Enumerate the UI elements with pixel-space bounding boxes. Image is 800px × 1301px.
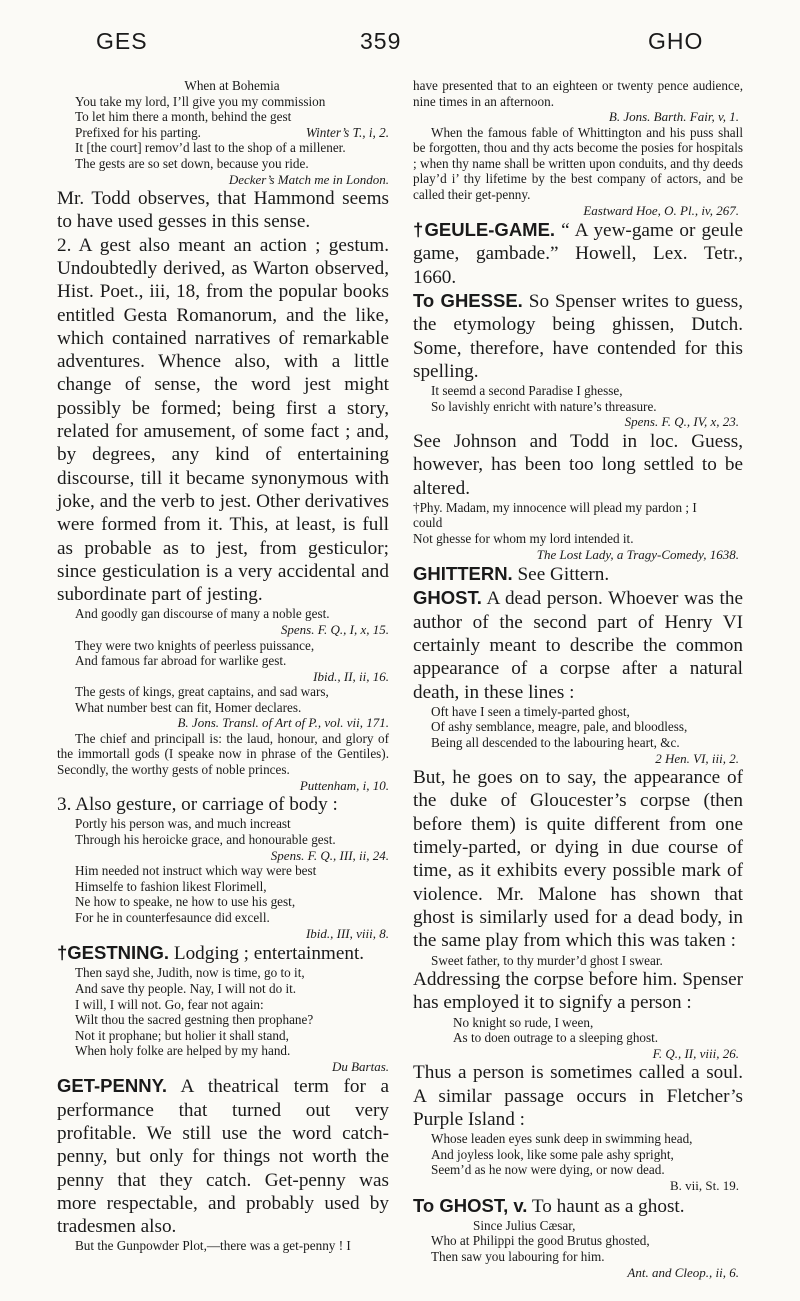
definition: Lodging ; entertainment. xyxy=(173,943,365,965)
citation: B. Jons. Transl. of Art of P., vol. vii, 171. xyxy=(177,715,389,731)
definition: So Spenser writes to guess, the etymology being ghissen, Dutch. Some, therefore, have contended for this spelling. xyxy=(413,291,743,382)
citation: Puttenham, i, 10. xyxy=(299,777,389,793)
quote-line: As to doen outrage to a sleeping ghost. xyxy=(453,1030,659,1046)
quote-line: Through his heroicke grace, and honourable gest. xyxy=(75,832,336,848)
paragraph-gest-action: 2. A gest also meant an action ; gestum. Undoubtedly derived, as Warton observed, Hist. Poet., iii, 18, from the popular books entitled Gesta Romanorum, and the like, which contained narratives of remarkable adventures. Whence also, with a little change of sense, the word jest might possibly be formed; being first a story, related for amusement, of some fact ; and, by degrees, any kind of entertaining discourse, till it became synonymous with joke, and the verb to jest. Other derivatives were formed from it. This, at least, is full as probable as to jest, from gesticulor; since gesticulation is a very accidental and subordinate part of jesting. xyxy=(57,234,389,606)
quote-spenser-1 xyxy=(57,606,389,622)
quote-line: Of ashy semblance, meagre, pale, and bloodless, xyxy=(431,719,688,735)
quote-line: They were two knights of peerless puissance, xyxy=(75,637,315,653)
quote-line: Him needed not instruct which way were best xyxy=(75,863,317,879)
header-right-guideword: GHO xyxy=(648,28,704,54)
citation: B. vii, St. 19. xyxy=(670,1178,739,1194)
citation: Du Bartas. xyxy=(331,1058,389,1074)
paragraph-gesture: 3. Also gesture, or carriage of body : xyxy=(57,794,338,816)
quote-henry-vi xyxy=(413,704,743,751)
quote-winters-tale xyxy=(57,78,389,172)
quote-line: Being all descended to the labouring heart, &c. xyxy=(431,735,680,751)
quote-line: You take my lord, I’ll give you my commission xyxy=(75,93,326,109)
quote-line: Himselfe to fashion likest Florimell, xyxy=(75,878,267,894)
quote-purple-island xyxy=(413,1131,743,1178)
paragraph-ghost-3: Addressing the corpse before him. Spenser has employed it to signify a person : xyxy=(413,969,743,1014)
definition: “ A yew-game or geule game, gambade.” Howell, Lex. Tetr., 1660. xyxy=(413,220,743,288)
citation: Spens. F. Q., III, ii, 24. xyxy=(270,847,389,863)
quote-line: So lavishly enricht with nature’s threasure. xyxy=(431,398,657,414)
quote-murderd-ghost xyxy=(413,953,743,969)
quote-line: Portly his person was, and much increast xyxy=(75,816,291,832)
quote-line: Oft have I seen a timely-parted ghost, xyxy=(431,703,630,719)
citation: F. Q., II, viii, 26. xyxy=(652,1045,739,1061)
paragraph-ghost-4: Thus a person is sometimes called a soul. A similar passage occurs in Fletcher’s Purple Island : xyxy=(413,1062,743,1130)
page-number: 359 xyxy=(360,28,402,54)
quote-spenser-3 xyxy=(57,816,389,847)
definition: See Gittern. xyxy=(517,564,610,586)
headword: GHITTERN. xyxy=(413,563,513,585)
right-column xyxy=(413,78,743,1280)
quote-line: could xyxy=(413,515,443,531)
quote-line: Since Julius Cæsar, xyxy=(473,1217,576,1233)
headword: †GESTNING. xyxy=(57,942,170,964)
citation: 2 Hen. VI, iii, 2. xyxy=(655,750,739,766)
quote-jonson xyxy=(57,684,389,715)
paragraph-johnson: See Johnson and Todd in loc. Guess, however, has been too long settled to be altered. xyxy=(413,430,743,499)
header-left-guideword: GES xyxy=(96,28,148,54)
quote-line: To let him there a month, behind the gest xyxy=(75,109,292,125)
quote-line: Not it prophane; but holier it shall stand, xyxy=(75,1027,289,1043)
quote-line: The gests of kings, great captains, and sad wars, xyxy=(75,684,329,700)
entry-gestning xyxy=(57,941,389,965)
quote-du-bartas xyxy=(57,965,389,1059)
citation: B. Jons. Barth. Fair, v, 1. xyxy=(608,109,739,125)
headword: GHOST. xyxy=(413,587,482,609)
left-column xyxy=(57,78,389,1254)
running-header xyxy=(0,28,800,68)
quote-spenser-2 xyxy=(57,638,389,669)
quote-line: Wilt thou the sacred gestning then prophane? xyxy=(75,1012,314,1028)
quote-line: The gests are so set down, because you ride. xyxy=(75,155,309,171)
quote-line: It [the court] remov’d last to the shop of a millener. xyxy=(75,140,346,156)
quote-line: What number best can fit, Homer declares. xyxy=(75,699,302,715)
quote-lost-lady xyxy=(413,500,743,547)
citation: The Lost Lady, a Tragy-Comedy, 1638. xyxy=(536,546,739,562)
quote-line: For he in counterfesaunce did excell. xyxy=(75,909,270,925)
quote-line: Then sayd she, Judith, now is time, go to it, xyxy=(75,965,305,981)
headword: To GHOST, v. xyxy=(413,1194,528,1216)
paragraph-ghost-2: But, he goes on to say, the appearance of the duke of Gloucester’s corpse (then before them) is quite different from one timely-parted, or dying in due course of time, as it exhibits every possible mark of violence. Mr. Malone has shown that ghost is similarly used for a dead body, in the same play from which this was taken : xyxy=(413,767,743,952)
quote-gunpowder: But the Gunpowder Plot,—there was a get-penny ! I xyxy=(75,1238,351,1254)
quote-line: And goodly gan discourse of many a noble gest. xyxy=(75,606,330,622)
quote-line: When at Bohemia xyxy=(184,78,280,93)
quote-line: It seemd a second Paradise I ghesse, xyxy=(431,383,623,399)
quote-line: I will, I will not. Go, fear not again: xyxy=(75,996,264,1012)
quote-line: †Phy. Madam, my innocence will plead my pardon ; I xyxy=(413,499,697,515)
quote-puttenham: The chief and principall is: the laud, honour, and glory of the immortall gods (I speake now in phrase of the Gentiles). Secondly, the worthy gests of noble princes. xyxy=(57,730,389,778)
quote-line: Who at Philippi the good Brutus ghosted, xyxy=(431,1233,650,1249)
entry-get-penny xyxy=(57,1074,389,1238)
quote-line: Not ghesse for whom my lord intended it. xyxy=(413,531,634,546)
entry-ghost xyxy=(413,586,743,703)
entry-ghesse xyxy=(413,289,743,383)
paragraph-todd: Mr. Todd observes, that Hammond seems to have used gesses in this sense. xyxy=(57,188,389,233)
quote-line: Prefixed for his parting. xyxy=(75,124,201,140)
citation: Eastward Hoe, O. Pl., iv, 267. xyxy=(583,202,739,218)
quote-spenser-5 xyxy=(413,383,743,414)
citation: Ibid., III, viii, 8. xyxy=(305,925,389,941)
quote-gunpowder-cont: have presented that to an eighteen or twenty pence audience, nine times in an afternoon. xyxy=(413,78,743,109)
headword: To GHESSE. xyxy=(413,290,523,312)
quote-line: Ne how to speake, ne how to use his gest, xyxy=(75,894,296,910)
citation: Winter’s T., i, 2. xyxy=(305,124,389,140)
entry-geule-game xyxy=(413,218,743,289)
quote-eastward-hoe: When the famous fable of Whittington and his puss shall be forgotten, thou and thy acts become the posies for hospitals ; when thy name shall be written upon conduits, and thy deeds play’d i’ thy lifetime by the best company of actors, and be called their get-penny. xyxy=(413,124,743,203)
entry-ghost-verb xyxy=(413,1194,743,1218)
quote-line: When holy folke are helped by my hand. xyxy=(75,1043,291,1059)
quote-line: And save thy people. Nay, I will not do it. xyxy=(75,980,297,996)
quote-line: And joyless look, like some pale ashy spright, xyxy=(431,1146,674,1162)
quote-line: Then saw you labouring for him. xyxy=(431,1249,605,1265)
citation: Spens. F. Q., I, x, 15. xyxy=(280,622,389,637)
citation: Ibid., II, ii, 16. xyxy=(313,668,389,684)
definition: To haunt as a ghost. xyxy=(531,1195,685,1217)
quote-line: Seem’d as he now were dying, or now dead. xyxy=(431,1162,665,1178)
quote-antony-cleopatra xyxy=(413,1218,743,1234)
quote-spenser-6 xyxy=(413,1015,743,1046)
quote-spenser-4 xyxy=(57,863,389,925)
citation: Ant. and Cleop., ii, 6. xyxy=(627,1264,739,1280)
definition: A dead person. Whoever was the author of the second part of Henry VI certainly meant to describe the common appearance of a corpse after a natural death, in these lines : xyxy=(413,588,743,703)
quote-line-with-cite xyxy=(75,125,389,141)
quote-antony-cleopatra-cont xyxy=(413,1233,743,1264)
definition: A theatrical term for a performance that turned out very profitable. We still use the word catch-penny, but only for things not worth the penny that they catch. Get-penny was more respectable, and probably used by tradesmen also. xyxy=(57,1076,389,1238)
quote-line: Whose leaden eyes sunk deep in swimming head, xyxy=(431,1131,693,1147)
entry-ghittern xyxy=(413,562,743,586)
citation: Decker’s Match me in London. xyxy=(228,171,389,187)
headword: †GEULE-GAME. xyxy=(413,219,556,241)
quote-line: And famous far abroad for warlike gest. xyxy=(75,653,287,669)
quote-line: Sweet father, to thy murder’d ghost I swear. xyxy=(431,952,663,968)
quote-line: No knight so rude, I ween, xyxy=(453,1014,594,1030)
citation: Spens. F. Q., IV, x, 23. xyxy=(624,414,739,430)
headword: GET-PENNY. xyxy=(57,1075,167,1097)
